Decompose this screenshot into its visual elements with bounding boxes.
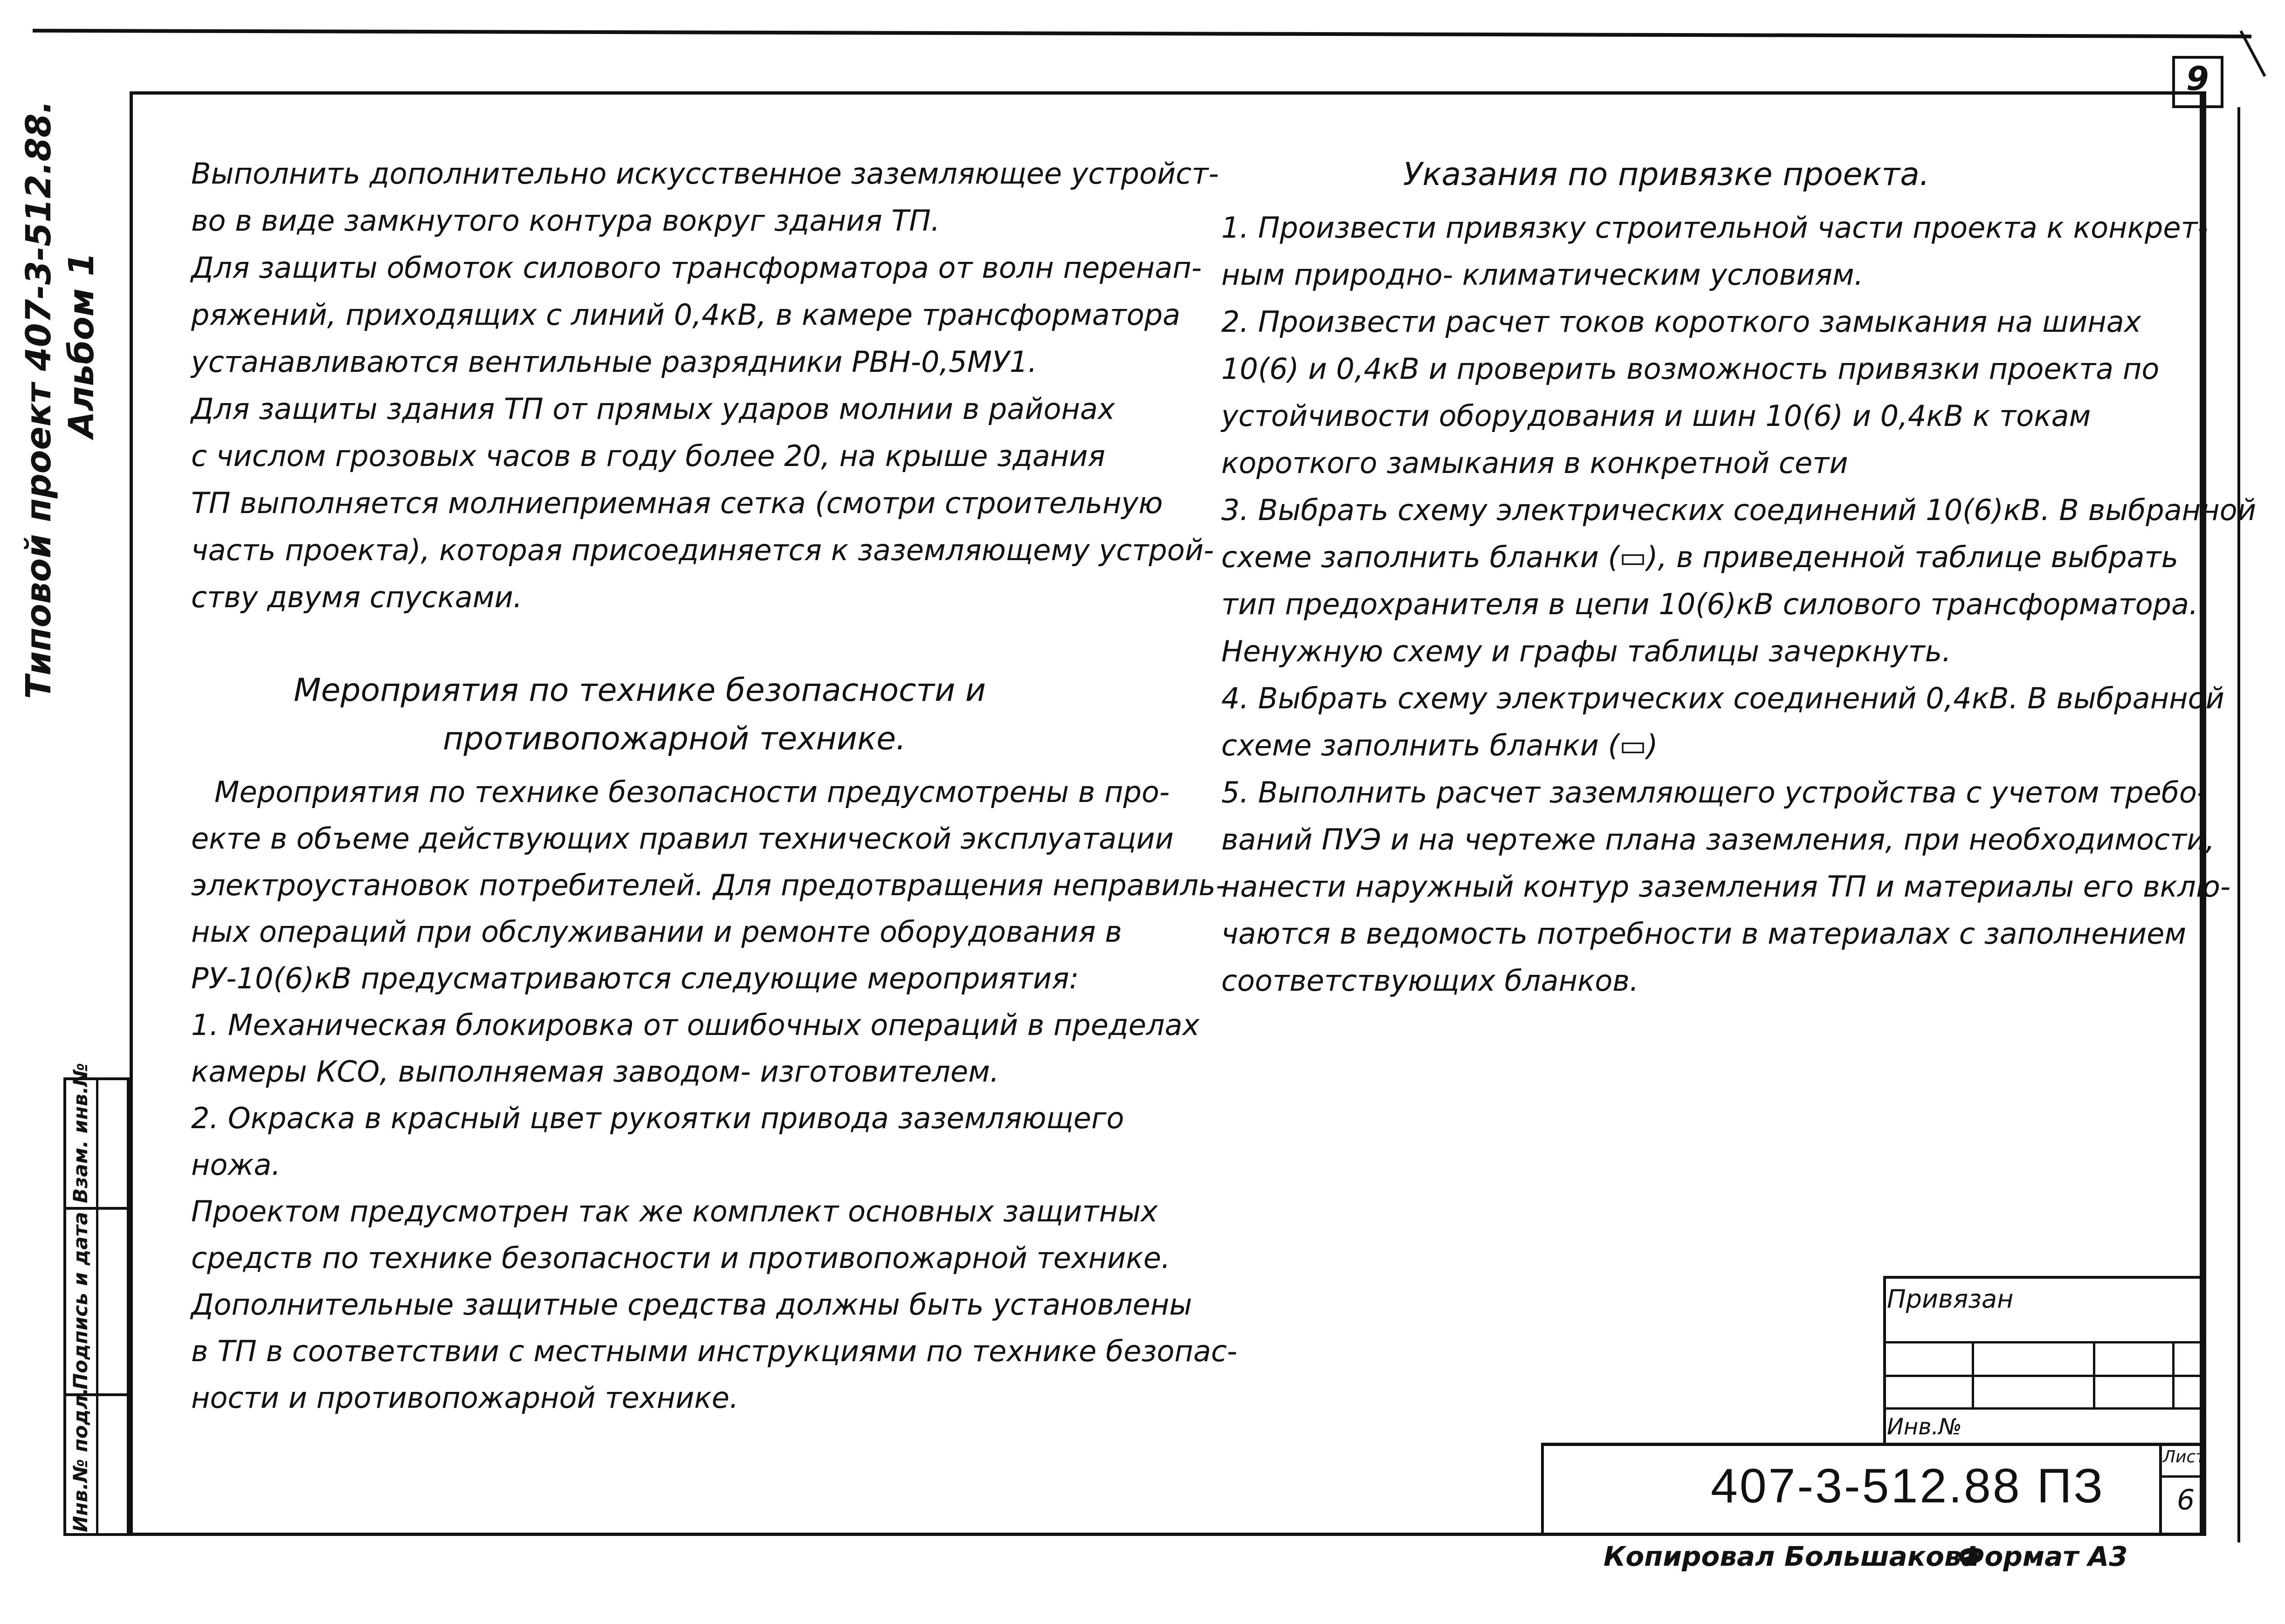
text-line: ных операций при обслуживании и ремонте оборудования в bbox=[191, 915, 1122, 949]
text-line: ности и противопожарной технике. bbox=[191, 1381, 739, 1415]
left-paragraph-1 bbox=[191, 150, 1219, 621]
left-stamp-hline-1 bbox=[63, 1207, 130, 1210]
corner-stroke bbox=[2240, 30, 2266, 77]
text-line: схеме заполнить бланки (▭) bbox=[1221, 728, 1658, 762]
left-stamp-divider bbox=[96, 1077, 98, 1536]
text-line: екте в объеме действующих правил технической эксплуатации bbox=[191, 822, 1174, 856]
sheet-cell-divider-h bbox=[2159, 1475, 2203, 1478]
sheet-cell-divider-v bbox=[2159, 1443, 2162, 1536]
left-paragraph-2 bbox=[191, 769, 1237, 1421]
text-line: с числом грозовых часов в году более 20, на крыше здания bbox=[191, 439, 1106, 473]
text-line: соответствующих бланков. bbox=[1221, 964, 1639, 998]
text-line: Ненужную схему и графы таблицы зачеркнуть. bbox=[1221, 634, 1951, 668]
bound-label: Привязан bbox=[1887, 1284, 2014, 1314]
text-line: устанавливаются вентильные разрядники РВН-0,5МУ1. bbox=[191, 345, 1038, 379]
copied-by: Копировал Большакова bbox=[1604, 1541, 1980, 1572]
text-line: ножа. bbox=[191, 1148, 281, 1182]
text-line: схеме заполнить бланки (▭), в приведенной таблице выбрать bbox=[1221, 540, 2179, 574]
inv-label: Инв.№ bbox=[1887, 1414, 1962, 1440]
text-line: Выполнить дополнительно искусственное заземляющее устройст- bbox=[191, 157, 1219, 191]
text-line: ным природно- климатическим условиям. bbox=[1221, 258, 1864, 292]
text-line: во в виде замкнутого контура вокруг здания ТП. bbox=[191, 204, 940, 238]
text-line: 3. Выбрать схему электрических соединений 10(6)кВ. В выбранной bbox=[1221, 493, 2256, 527]
sheet-label: Лист bbox=[2163, 1447, 2206, 1466]
binding-grid-vline-1 bbox=[1972, 1341, 1974, 1407]
format-label: Формат А3 bbox=[1958, 1541, 2128, 1572]
binding-grid-vline-3 bbox=[2172, 1341, 2175, 1407]
text-line: ству двумя спусками. bbox=[191, 580, 523, 614]
side-project-title bbox=[19, 100, 102, 699]
text-line: в ТП в соответствии с местными инструкциями по технике безопас- bbox=[191, 1334, 1238, 1368]
text-line: 5. Выполнить расчет заземляющего устройства с учетом требо- bbox=[1221, 775, 2208, 809]
text-line: ряжений, приходящих с линий 0,4кВ, в камере трансформатора bbox=[191, 298, 1181, 332]
safety-heading-line2: противопожарной технике. bbox=[443, 720, 906, 757]
text-line: короткого замыкания в конкретной сети bbox=[1221, 446, 1848, 480]
text-line: часть проекта), которая присоединяется к заземляющему устрой- bbox=[191, 533, 1214, 567]
text-line: тип предохранителя в цепи 10(6)кВ силового трансформатора. bbox=[1221, 587, 2198, 621]
binding-grid-vline-2 bbox=[2093, 1341, 2095, 1407]
text-line: ТП выполняется молниеприемная сетка (смотри строительную bbox=[191, 486, 1163, 520]
binding-heading: Указания по привязке проекта. bbox=[1403, 156, 1930, 193]
safety-heading bbox=[294, 666, 986, 763]
sheet-number-top: 9 bbox=[2186, 60, 2209, 98]
text-line: Мероприятия по технике безопасности предусмотрены в про- bbox=[214, 775, 1170, 809]
text-line: камеры КСО, выполняемая заводом- изготовителем. bbox=[191, 1055, 999, 1089]
sheet-value: 6 bbox=[2177, 1484, 2195, 1516]
top-edge-line bbox=[33, 29, 2251, 38]
text-line: нанести наружный контур заземления ТП и материалы его вклю- bbox=[1221, 870, 2231, 904]
text-line: 4. Выбрать схему электрических соединений 0,4кВ. В выбранной bbox=[1221, 681, 2224, 715]
text-line: 10(6) и 0,4кВ и проверить возможность привязки проекта по bbox=[1221, 352, 2160, 386]
binding-grid-hline-2 bbox=[1883, 1375, 2203, 1377]
safety-heading-line1: Мероприятия по технике безопасности и bbox=[294, 672, 986, 709]
designation-code: 407-3-512.88 ПЗ bbox=[1711, 1459, 2105, 1513]
left-stamp-cell-3: Инв.№ подл. bbox=[69, 1387, 92, 1532]
text-line: Дополнительные защитные средства должны быть установлены bbox=[191, 1288, 1192, 1322]
text-line: РУ-10(6)кВ предусматриваются следующие мероприятия: bbox=[191, 961, 1079, 995]
text-line: ваний ПУЭ и на чертеже плана заземления, при необходимости, bbox=[1221, 822, 2215, 857]
left-stamp-cell-2: Подпись и дата bbox=[69, 1212, 92, 1390]
binding-grid-hline-3 bbox=[1883, 1407, 2203, 1410]
text-line: 1. Механическая блокировка от ошибочных операций в пределах bbox=[191, 1008, 1200, 1042]
text-line: Для защиты обмоток силового трансформатора от волн перенап- bbox=[191, 251, 1202, 285]
side-title-line1: Типовой проект 407-3-512.88. bbox=[19, 100, 59, 699]
text-line: 2. Окраска в красный цвет рукоятки привода заземляющего bbox=[191, 1101, 1124, 1135]
binding-grid-hline-1 bbox=[1883, 1341, 2203, 1343]
binding-instructions bbox=[1221, 204, 2256, 1004]
left-stamp-cell-1: Взам. инв.№ bbox=[69, 1062, 92, 1203]
text-line: Проектом предусмотрен так же комплект основных защитных bbox=[191, 1194, 1158, 1228]
text-line: Для защиты здания ТП от прямых ударов молнии в районах bbox=[191, 392, 1115, 426]
text-line: 2. Произвести расчет токов короткого замыкания на шинах bbox=[1221, 305, 2141, 339]
text-line: чаются в ведомость потребности в материалах с заполнением bbox=[1221, 917, 2187, 951]
text-line: 1. Произвести привязку строительной части проекта к конкрет- bbox=[1221, 211, 2209, 245]
text-line: средств по технике безопасности и противопожарной технике. bbox=[191, 1241, 1170, 1275]
text-line: электроустановок потребителей. Для предотвращения неправиль- bbox=[191, 868, 1226, 902]
side-title-line2: Альбом 1 bbox=[62, 252, 102, 438]
text-line: устойчивости оборудования и шин 10(6) и 0,4кВ к токам bbox=[1221, 399, 2091, 433]
